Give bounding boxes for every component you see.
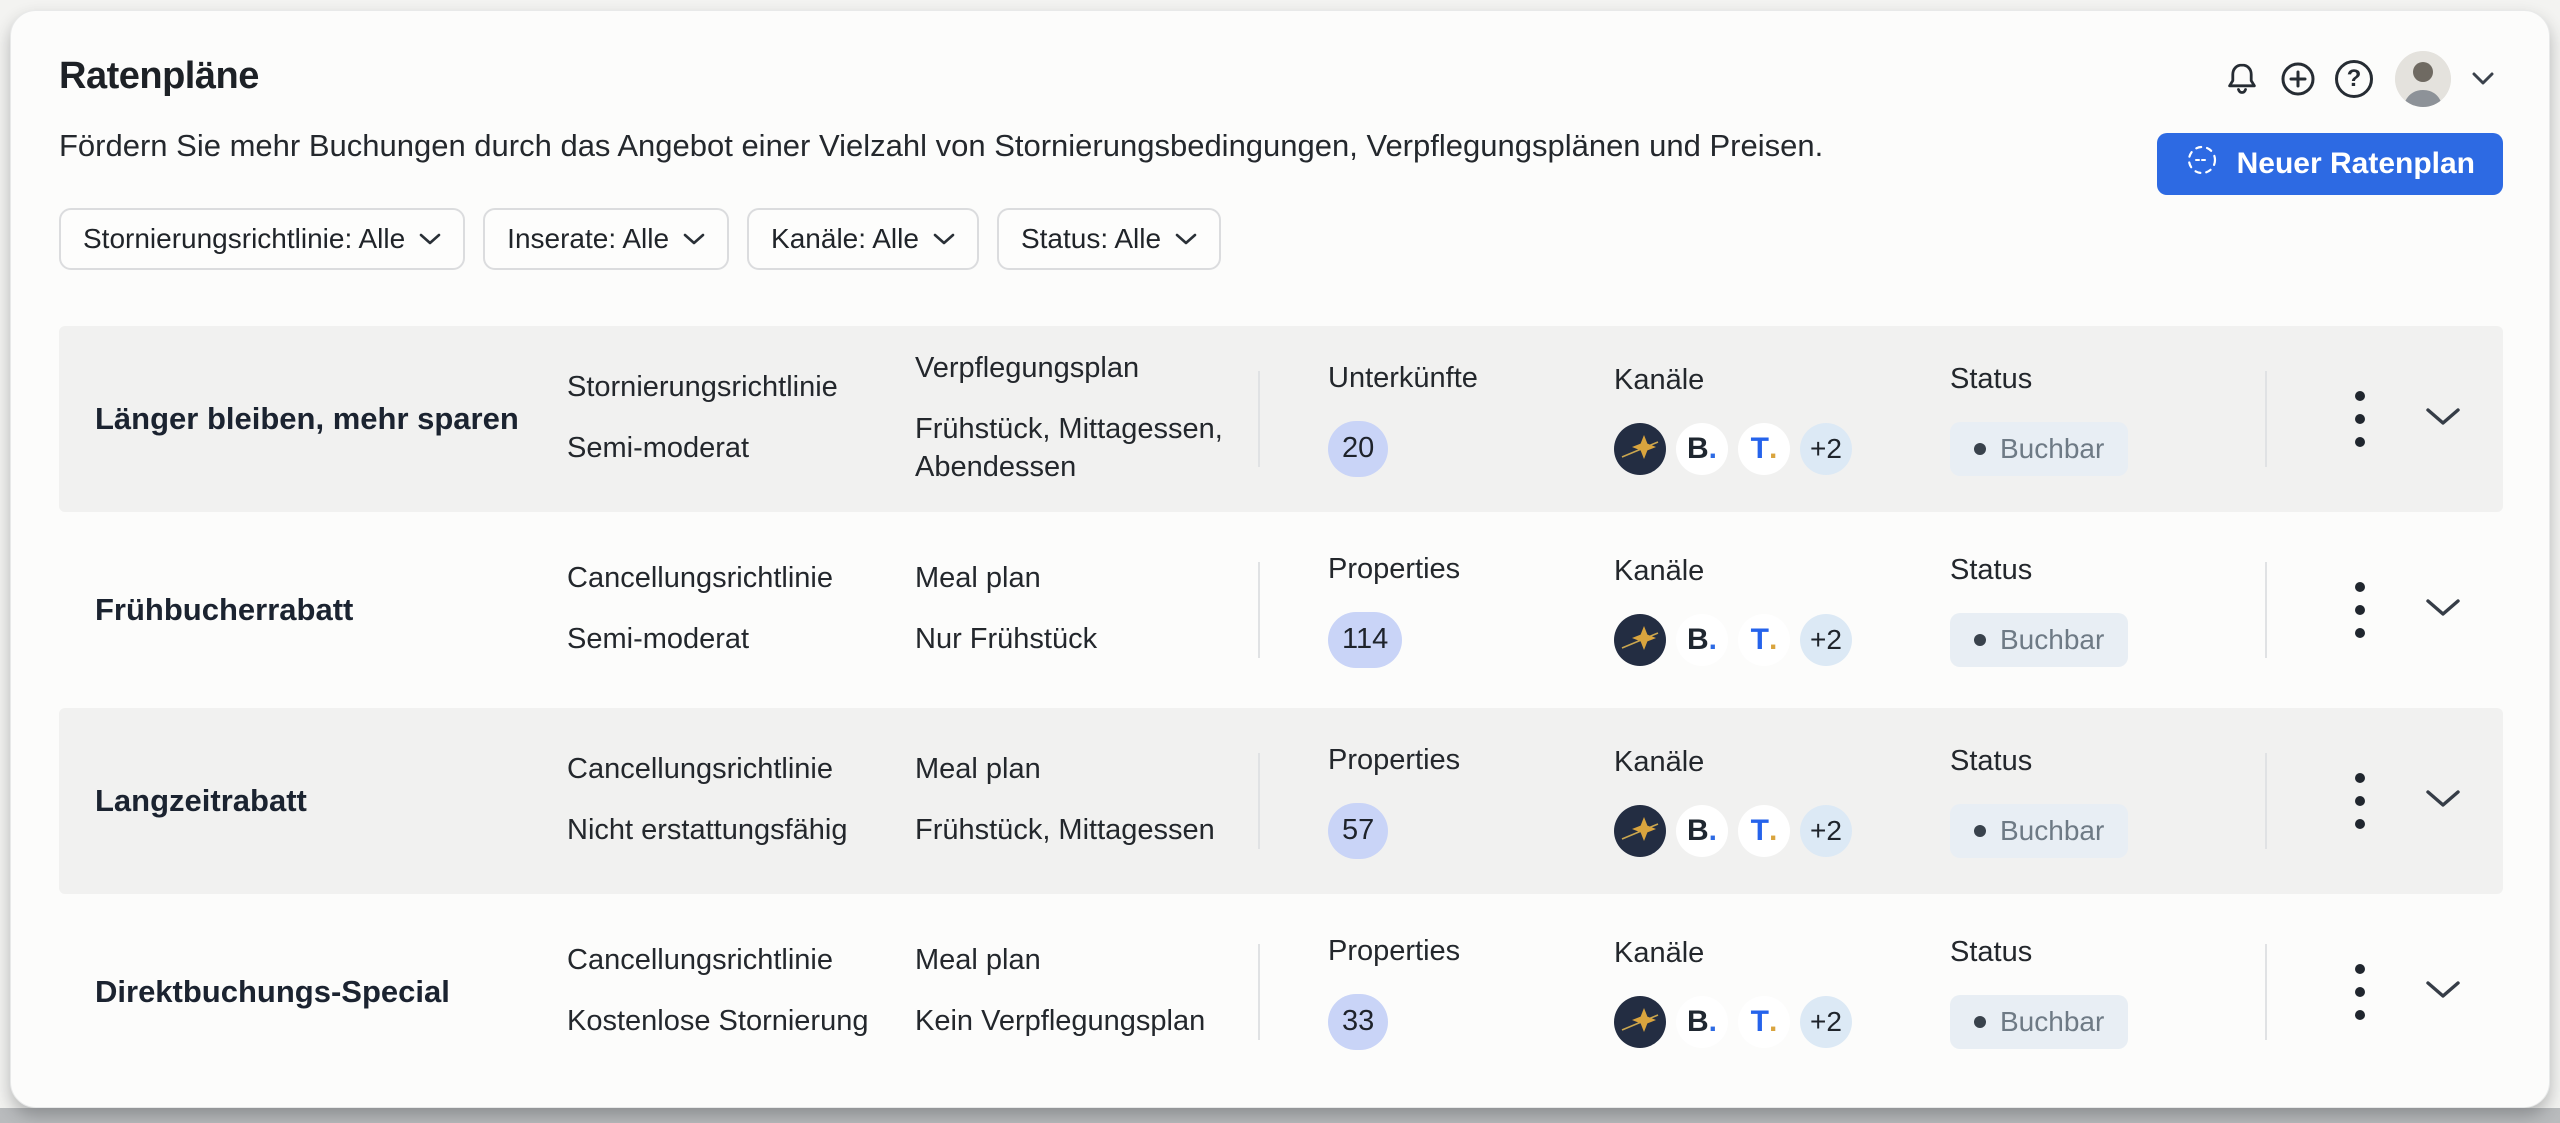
rate-plan-row (59, 899, 2503, 1085)
channel-logos (1614, 996, 1950, 1048)
page-title: Ratenpläne (59, 55, 259, 97)
bell-icon[interactable] (2222, 59, 2262, 99)
topbar (2222, 51, 2503, 107)
row-menu-icon[interactable] (2351, 960, 2369, 1024)
new-rateplan-button[interactable] (2157, 133, 2503, 195)
row-expand-chevron-icon[interactable] (2425, 789, 2461, 814)
travel-star-logo (1614, 996, 1666, 1048)
more-channels-badge: +2 (1800, 805, 1852, 857)
page-subtitle: Fördern Sie mehr Buchungen durch das Angebot einer Vielzahl von Stornierungsbedingungen, Verpflegungsplänen und Preisen. (59, 128, 1824, 163)
policy-value: Semi-moderat (567, 622, 750, 655)
header-right (2157, 51, 2503, 195)
status-badge: Buchbar (1950, 804, 2128, 858)
more-channels-badge: +2 (1800, 996, 1852, 1048)
status-badge: Buchbar (1950, 613, 2128, 667)
plus-circle-icon[interactable] (2278, 59, 2318, 99)
meal-value: Frühstück, Mittagessen, Abendessen (915, 413, 1223, 483)
dashed-circle-icon (2185, 143, 2219, 185)
status-label: Status (1950, 553, 2033, 586)
count-badge: 20 (1328, 421, 1388, 477)
meal-label: Meal plan (915, 943, 1041, 976)
filter-channels[interactable] (747, 208, 979, 270)
channel-logos (1614, 423, 1950, 475)
booking-logo: B . (1676, 805, 1728, 857)
count-badge: 33 (1328, 994, 1388, 1050)
status-dot-icon (1974, 825, 1986, 837)
status-dot-icon (1974, 443, 1986, 455)
status-badge: Buchbar (1950, 422, 2128, 476)
policy-label: Cancellungsrichtlinie (567, 561, 833, 594)
status-label: Status (1950, 362, 2033, 395)
meal-label: Meal plan (915, 752, 1041, 785)
travel-star-logo (1614, 423, 1666, 475)
more-channels-badge: +2 (1800, 614, 1852, 666)
channels-label: Kanäle (1614, 554, 1705, 587)
meal-value: Kein Verpflegungsplan (915, 1004, 1206, 1037)
count-badge: 57 (1328, 803, 1388, 859)
count-badge: 114 (1328, 612, 1402, 668)
row-menu-icon[interactable] (2351, 769, 2369, 833)
plan-name: Direktbuchungs-Special (95, 974, 450, 1009)
chevron-down-icon (419, 233, 441, 246)
row-menu-icon[interactable] (2351, 578, 2369, 642)
booking-logo: B . (1676, 614, 1728, 666)
row-menu-icon[interactable] (2351, 387, 2369, 451)
policy-label: Cancellungsrichtlinie (567, 752, 833, 785)
row-expand-chevron-icon[interactable] (2425, 407, 2461, 432)
trip-logo: T . (1738, 996, 1790, 1048)
chevron-down-icon (933, 233, 955, 246)
help-glyph: ? (2346, 65, 2362, 92)
plan-name: Frühbucherrabatt (95, 592, 354, 627)
chevron-down-icon[interactable] (2463, 59, 2503, 99)
rate-plan-list (59, 326, 2503, 1085)
policy-value: Kostenlose Stornierung (567, 1004, 869, 1037)
meal-label: Meal plan (915, 561, 1041, 594)
status-badge: Buchbar (1950, 995, 2128, 1049)
rate-plan-row (59, 517, 2503, 703)
rate-plan-row (59, 326, 2503, 512)
plan-name: Länger bleiben, mehr sparen (95, 401, 519, 436)
channels-label: Kanäle (1614, 745, 1705, 778)
count-label: Unterkünfte (1328, 361, 1478, 394)
count-label: Properties (1328, 934, 1461, 967)
filter-label: Status: Alle (1020, 223, 1162, 254)
policy-value: Semi-moderat (567, 431, 750, 464)
filter-label: Inserate: Alle (507, 223, 670, 254)
status-dot-icon (1974, 634, 1986, 646)
rate-plan-row (59, 708, 2503, 894)
count-label: Properties (1328, 743, 1461, 776)
status-label: Status (1950, 744, 2033, 777)
channels-label: Kanäle (1614, 363, 1705, 396)
status-label: Status (1950, 935, 2033, 968)
rate-plans-card (10, 10, 2550, 1108)
channel-logos (1614, 614, 1950, 666)
more-channels-badge: +2 (1800, 423, 1852, 475)
filter-bar (59, 208, 2503, 270)
status-dot-icon (1974, 1016, 1986, 1028)
plan-name: Langzeitrabatt (95, 783, 307, 818)
channel-logos (1614, 805, 1950, 857)
row-expand-chevron-icon[interactable] (2425, 598, 2461, 623)
policy-label: Cancellungsrichtlinie (567, 943, 833, 976)
filter-status[interactable] (997, 208, 1221, 270)
policy-value: Nicht erstattungsfähig (567, 813, 848, 846)
new-rateplan-label: Neuer Ratenplan (2236, 147, 2475, 180)
row-expand-chevron-icon[interactable] (2425, 980, 2461, 1005)
meal-label: Verpflegungsplan (915, 352, 1140, 385)
trip-logo: T . (1738, 614, 1790, 666)
policy-label: Stornierungsrichtlinie (567, 370, 838, 403)
trip-logo: T . (1738, 805, 1790, 857)
travel-star-logo (1614, 614, 1666, 666)
meal-value: Nur Frühstück (915, 622, 1098, 655)
meal-value: Frühstück, Mittagessen (915, 813, 1215, 846)
chevron-down-icon (683, 233, 705, 246)
filter-label: Kanäle: Alle (771, 223, 919, 254)
booking-logo: B . (1676, 423, 1728, 475)
filter-listings[interactable] (483, 208, 729, 270)
chevron-down-icon (1175, 233, 1197, 246)
help-circle-icon[interactable] (2334, 59, 2374, 99)
booking-logo: B . (1676, 996, 1728, 1048)
travel-star-logo (1614, 805, 1666, 857)
trip-logo: T . (1738, 423, 1790, 475)
count-label: Properties (1328, 552, 1461, 585)
filter-cancellation-policy[interactable] (59, 208, 465, 270)
filter-label: Stornierungsrichtlinie: Alle (83, 223, 406, 254)
channels-label: Kanäle (1614, 936, 1705, 969)
user-avatar[interactable] (2395, 51, 2451, 107)
